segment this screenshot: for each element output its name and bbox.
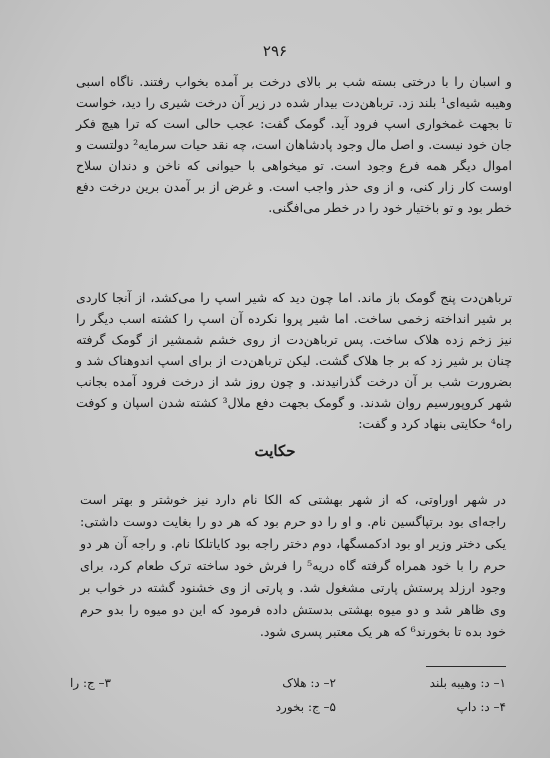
paragraph-3: در شهر اوراوتی، که از شهر بهشتی که الکا نام دارد نیز خوشتر و بهتر است راجه‌ای بود برتپاگسین نام. و او را دو حرم بود که هر دو را بغایت دوست داشتی: یکی دختر وزیر او بود ادکمسگها، دوم دختر راجه بود کایاتلکا نام. و راجه آن هر دو حرم را با خود همراه گرفته گاه دریه⁵ را فرش خود ساخته ترک طعام کرد، برای وجود ارزلد پرستش پارتی مشغول شد. و پارتی از وی خشنود گشته در خواب بر وی ظاهر شد و دو میوه بهشتی بدستش داده فرمود که این دو میوه را بدو حرم خود بده تا بخورند⁶ که هر یک معتبر پسری شود. [80, 491, 506, 639]
footnote-3: ۳– ج: را [70, 676, 111, 690]
footnote-1: ۱– د: وهیبه بلند [429, 676, 506, 690]
paragraph-2: ترباهن‌دت پنج گومک باز ماند. اما چون دید که شیر اسپ را می‌کشد، از آنجا کاردی بر شیر انداخته زخمی ساخت. اما شیر پروا نکرده آن اسپ را کشته اسب دیگر را نیز زخم زده هلاک ساخت. پس ترباهن‌دت از روی خشم شمشیر از گومک گرفته چنان بر شیر زد که بر جا هلاک گشت. لیکن ترباهن‌دت از برای اسپ اندوهناک شد و بضرورت شب بر آن درخت گذرانیدند. و چون روز شد از درخت فرود آمده بجانب شهر کروپورسیم روان شدند. و گومک بجهت دفع ملال³ کشته شدن اسپان و کوفت راه⁴ حکایتی بنهاد کرد و گفت: [76, 289, 512, 431]
footnote-5: ۵– ج: بخورد [275, 700, 336, 714]
footnote-2: ۲– د: هلاک [282, 676, 336, 690]
footnote-4: ۴– د: داپ [456, 700, 506, 714]
footnote-rule [426, 666, 506, 667]
section-heading: حکایت [254, 442, 296, 460]
paragraph-1: و اسبان را با درختی بسته شب بر بالای درخت بر آمده بخواب رفتند. ناگاه اسبی وهیبه شیه‌ای¹ بلند زد. ترباهن‌دت بیدار شده در زیر آن درخت شیری را دید، خواست تا بجهت غمخواری اسپ فرود آید. گومک گفت: عجب حالی است که ترا هیچ فکر جان خود نیست. و اصل مال وجود پادشاهان است، چه نقد حیات سرمایه² دولتست و اموال دیگر همه فرع وجود است. تو میخواهی با حیوانی که ناخن و دندان سلاح اوست کار زار کنی، و از وی حذر واجب است. و غرض از بر آمدن برین درخت دفع خطر بود و تو باختیار خود را در خطر می‌افگنی. [76, 73, 512, 215]
page-number: ۲۹۶ [262, 42, 288, 60]
